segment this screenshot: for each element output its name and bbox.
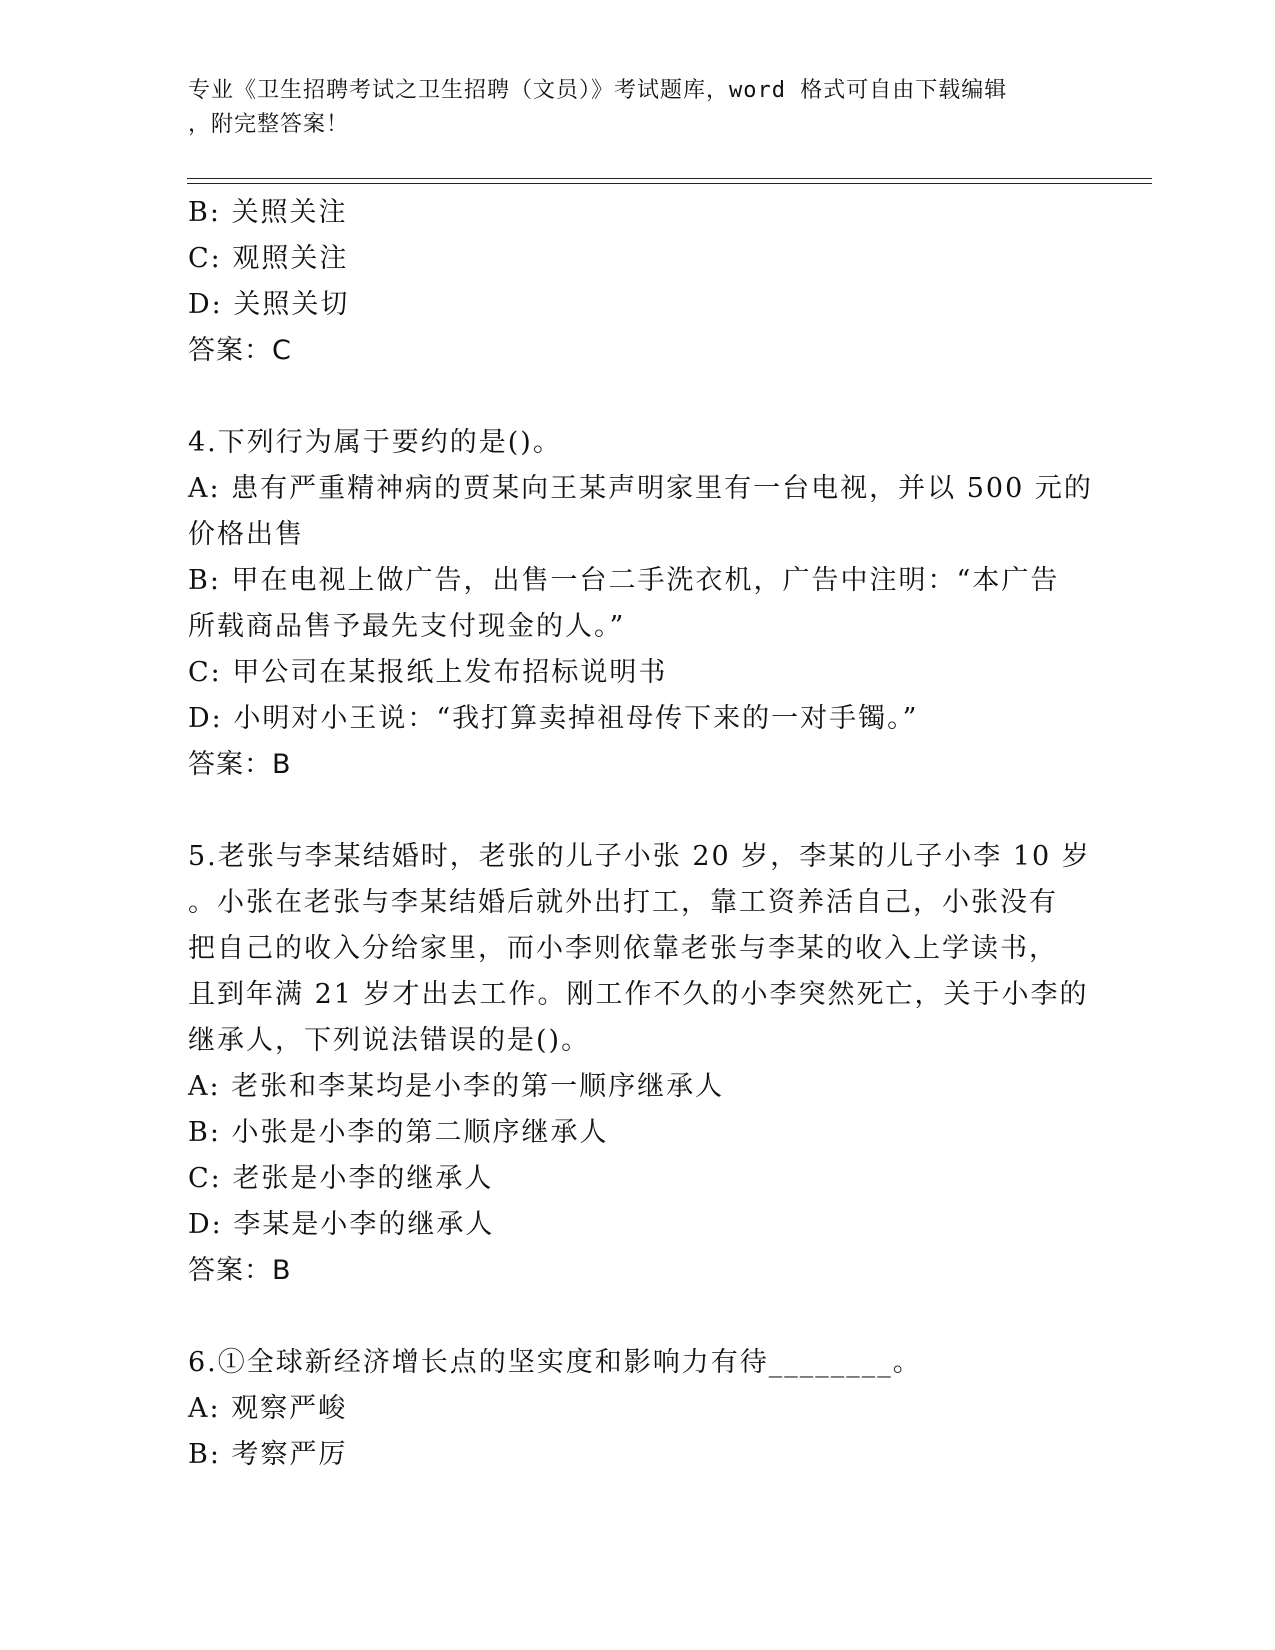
q5-option-c: C: 老张是小李的继承人 xyxy=(188,1163,494,1194)
header-rule-bottom xyxy=(187,183,1152,184)
question-5 xyxy=(188,834,1091,1294)
question-4 xyxy=(188,420,1093,788)
question-3-tail xyxy=(188,190,1088,374)
question-spacer xyxy=(188,1294,1088,1340)
q5-option-b: B: 小张是小李的第二顺序继承人 xyxy=(188,1117,609,1148)
q4-answer: 答案：B xyxy=(188,749,292,780)
q5-question-line-2: 。小张在老张与李某结婚后就外出打工，靠工资养活自己，小张没有 xyxy=(188,887,1058,918)
header-line-1: 专业《卫生招聘考试之卫生招聘（文员）》考试题库，word 格式可自由下载编辑 xyxy=(188,78,1008,103)
question-spacer xyxy=(188,374,1088,420)
header-rule-top xyxy=(187,178,1152,179)
q5-question-line-3: 把自己的收入分给家里，而小李则依靠老张与李某的收入上学读书， xyxy=(188,933,1058,964)
q6-option-b: B: 考察严厉 xyxy=(188,1439,348,1470)
q4-option-b-line-1: B: 甲在电视上做广告，出售一台二手洗衣机，广告中注明：“本广告 xyxy=(188,565,1060,596)
q5-question-line-5: 继承人，下列说法错误的是()。 xyxy=(188,1025,591,1056)
q6-option-a: A: 观察严峻 xyxy=(188,1393,348,1424)
q4-option-a-line-1: A: 患有严重精神病的贾某向王某声明家里有一台电视，并以 500 元的 xyxy=(188,473,1093,504)
q3-option-d: D: 关照关切 xyxy=(188,289,350,320)
q6-question: 6.①全球新经济增长点的坚实度和影响力有待________。 xyxy=(188,1347,922,1378)
question-6 xyxy=(188,1340,1088,1478)
q4-question: 4.下列行为属于要约的是()。 xyxy=(188,427,562,458)
q5-answer: 答案：B xyxy=(188,1255,292,1286)
q4-option-d: D: 小明对小王说：“我打算卖掉祖母传下来的一对手镯。” xyxy=(188,703,919,734)
document-header xyxy=(188,74,1088,142)
q3-option-b: B: 关照关注 xyxy=(188,197,348,228)
q5-question-line-4: 且到年满 21 岁才出去工作。刚工作不久的小李突然死亡，关于小李的 xyxy=(188,979,1089,1010)
q3-option-c: C: 观照关注 xyxy=(188,243,349,274)
q3-answer: 答案：C xyxy=(188,335,292,366)
question-list xyxy=(188,190,1093,1478)
q5-question-line-1: 5.老张与李某结婚时，老张的儿子小张 20 岁，李某的儿子小李 10 岁 xyxy=(188,841,1091,872)
q5-option-a: A: 老张和李某均是小李的第一顺序继承人 xyxy=(188,1071,725,1102)
q4-option-a-line-2: 价格出售 xyxy=(188,519,304,550)
q5-option-d: D: 李某是小李的继承人 xyxy=(188,1209,495,1240)
q4-option-c: C: 甲公司在某报纸上发布招标说明书 xyxy=(188,657,668,688)
header-line-2: ，附完整答案！ xyxy=(188,112,350,137)
q4-option-b-line-2: 所载商品售予最先支付现金的人。” xyxy=(188,611,626,642)
question-spacer xyxy=(188,788,1088,834)
